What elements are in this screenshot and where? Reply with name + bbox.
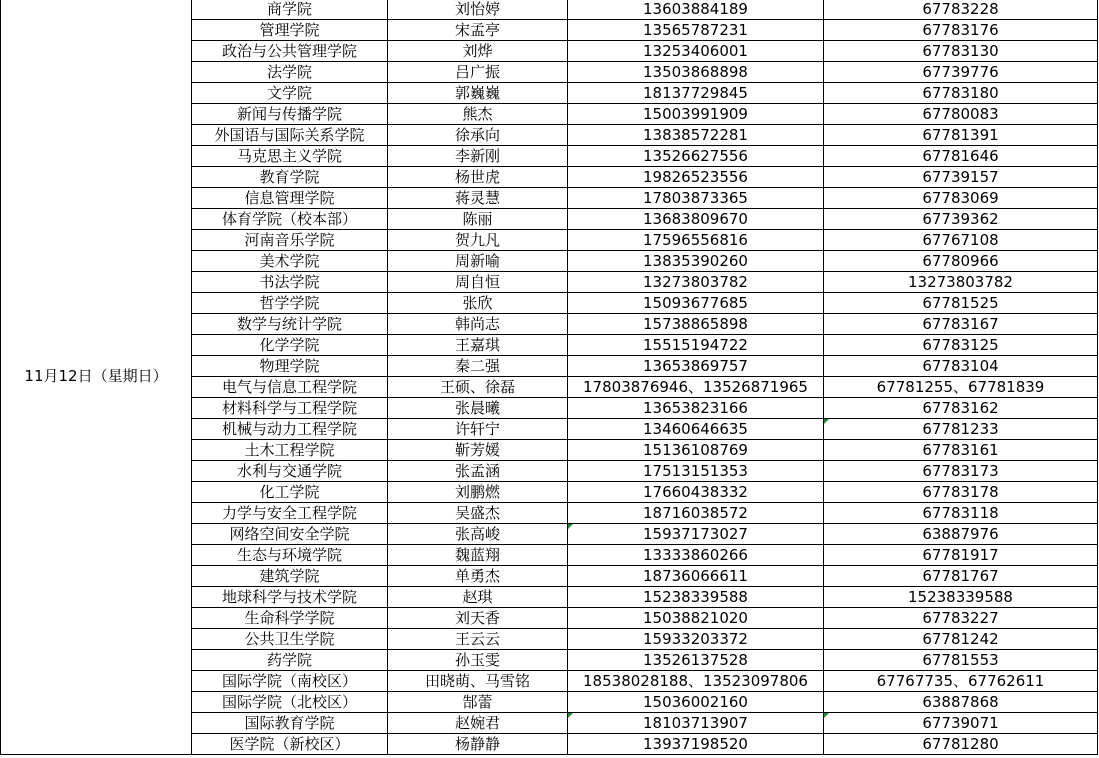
- phone-text: 67781255、67781839: [876, 377, 1045, 396]
- mobile-cell[interactable]: [568, 293, 824, 314]
- phone-text: 67781280: [922, 734, 999, 753]
- contact-text: 魏蓝翔: [454, 545, 500, 564]
- mobile-cell[interactable]: [568, 83, 824, 104]
- mobile-cell[interactable]: [568, 398, 824, 419]
- college-cell[interactable]: [192, 419, 388, 440]
- mobile-cell[interactable]: [568, 629, 824, 650]
- contact-text: 徐承向: [454, 125, 500, 144]
- contact-cell[interactable]: [388, 398, 568, 419]
- mobile-text: 13835390260: [643, 251, 748, 270]
- contact-text: 张晨曦: [454, 398, 500, 417]
- contact-cell[interactable]: [388, 566, 568, 587]
- phone-text: 67767735、67762611: [876, 671, 1045, 690]
- contact-text: 秦二强: [454, 356, 500, 375]
- phone-cell[interactable]: [824, 461, 1098, 482]
- contact-text: 王硕、徐磊: [439, 377, 515, 396]
- mobile-text: 15136108769: [643, 440, 748, 459]
- contact-cell[interactable]: [388, 83, 568, 104]
- phone-cell[interactable]: [824, 608, 1098, 629]
- phone-text: 67780083: [922, 104, 999, 123]
- college-cell[interactable]: [192, 104, 388, 125]
- phone-text: 63887976: [922, 524, 999, 543]
- date-cell[interactable]: 11月12日（星期日）: [1, 0, 192, 755]
- phone-text: 67783162: [922, 398, 999, 417]
- college-cell[interactable]: [192, 671, 388, 692]
- mobile-text: 15238339588: [643, 587, 748, 606]
- college-text: 数学与统计学院: [236, 314, 342, 333]
- comment-indicator-icon[interactable]: [824, 713, 829, 718]
- phone-text: 67783176: [922, 20, 999, 39]
- college-cell[interactable]: [192, 566, 388, 587]
- contact-cell[interactable]: [388, 188, 568, 209]
- phone-text: 67781646: [922, 146, 999, 165]
- contact-text: 熊杰: [462, 104, 493, 123]
- contact-cell[interactable]: [388, 20, 568, 41]
- college-text: 地球科学与技术学院: [221, 587, 357, 606]
- phone-cell[interactable]: [824, 335, 1098, 356]
- contact-text: 郭巍巍: [454, 83, 500, 102]
- mobile-text: 13653823166: [643, 398, 748, 417]
- contact-cell[interactable]: [388, 293, 568, 314]
- mobile-cell[interactable]: [568, 524, 824, 545]
- college-text: 机械与动力工程学院: [221, 419, 357, 438]
- college-text: 电气与信息工程学院: [221, 377, 357, 396]
- contact-cell[interactable]: [388, 167, 568, 188]
- college-text: 生命科学学院: [244, 608, 335, 627]
- college-cell[interactable]: [192, 314, 388, 335]
- college-cell[interactable]: [192, 272, 388, 293]
- phone-cell[interactable]: [824, 146, 1098, 167]
- mobile-text: 17803876946、13526871965: [583, 377, 808, 396]
- mobile-text: 13526627556: [643, 146, 748, 165]
- mobile-text: 19826523556: [643, 167, 748, 186]
- mobile-text: 13460646635: [643, 419, 748, 438]
- college-text: 新闻与传播学院: [236, 104, 342, 123]
- contact-cell[interactable]: [388, 650, 568, 671]
- phone-cell[interactable]: [824, 566, 1098, 587]
- mobile-cell[interactable]: [568, 314, 824, 335]
- phone-cell[interactable]: [824, 62, 1098, 83]
- college-text: 建筑学院: [259, 566, 320, 585]
- college-text: 生态与环境学院: [236, 545, 342, 564]
- college-cell[interactable]: [192, 0, 388, 20]
- mobile-cell[interactable]: [568, 440, 824, 461]
- college-cell[interactable]: [192, 398, 388, 419]
- mobile-text: 15738865898: [643, 314, 748, 333]
- comment-indicator-icon[interactable]: [824, 419, 829, 424]
- comment-indicator-icon[interactable]: [568, 524, 573, 529]
- mobile-text: 13253406001: [643, 41, 748, 60]
- contact-text: 吴盛杰: [454, 503, 500, 522]
- college-cell[interactable]: [192, 62, 388, 83]
- mobile-cell[interactable]: [568, 20, 824, 41]
- mobile-text: 13603884189: [643, 0, 748, 18]
- phone-text: 67783173: [922, 461, 999, 480]
- phone-cell[interactable]: [824, 398, 1098, 419]
- contact-text: 张欣: [462, 293, 493, 312]
- mobile-cell[interactable]: [568, 545, 824, 566]
- college-text: 河南音乐学院: [244, 230, 335, 249]
- college-text: 公共卫生学院: [244, 629, 335, 648]
- phone-text: 67783104: [922, 356, 999, 375]
- contact-text: 宋孟亭: [454, 20, 500, 39]
- phone-cell[interactable]: [824, 209, 1098, 230]
- contact-cell[interactable]: [388, 230, 568, 251]
- contact-cell[interactable]: [388, 503, 568, 524]
- contact-text: 王嘉琪: [454, 335, 500, 354]
- contact-text: 陈丽: [462, 209, 493, 228]
- mobile-cell[interactable]: [568, 734, 824, 755]
- college-text: 美术学院: [259, 251, 320, 270]
- mobile-cell[interactable]: [568, 167, 824, 188]
- mobile-text: 15933203372: [643, 629, 748, 648]
- mobile-text: 15003991909: [643, 104, 748, 123]
- contact-text: 蒋灵慧: [454, 188, 500, 207]
- college-cell[interactable]: [192, 734, 388, 755]
- college-cell[interactable]: [192, 125, 388, 146]
- phone-cell[interactable]: [824, 41, 1098, 62]
- phone-cell[interactable]: [824, 188, 1098, 209]
- phone-text: 67781233: [922, 419, 999, 438]
- mobile-text: 18736066611: [643, 566, 748, 585]
- mobile-cell[interactable]: [568, 650, 824, 671]
- phone-text: 13273803782: [908, 272, 1013, 291]
- contact-cell[interactable]: [388, 608, 568, 629]
- college-text: 管理学院: [259, 20, 320, 39]
- phone-text: 67781553: [922, 650, 999, 669]
- contact-text: 杨静静: [454, 734, 500, 753]
- phone-text: 67739776: [922, 62, 999, 81]
- contact-cell[interactable]: [388, 377, 568, 398]
- mobile-cell[interactable]: [568, 146, 824, 167]
- college-cell[interactable]: [192, 83, 388, 104]
- contact-cell[interactable]: [388, 629, 568, 650]
- mobile-cell[interactable]: [568, 419, 824, 440]
- college-cell[interactable]: [192, 587, 388, 608]
- college-text: 医学院（新校区）: [229, 734, 350, 753]
- phone-cell[interactable]: [824, 587, 1098, 608]
- phone-cell[interactable]: [824, 293, 1098, 314]
- mobile-text: 13526137528: [643, 650, 748, 669]
- college-text: 体育学院（校本部）: [221, 209, 357, 228]
- table-body: [1, 0, 1098, 755]
- contact-text: 刘怡婷: [454, 0, 500, 18]
- contact-cell[interactable]: [388, 209, 568, 230]
- contact-cell[interactable]: [388, 461, 568, 482]
- college-cell[interactable]: [192, 545, 388, 566]
- contact-cell[interactable]: [388, 524, 568, 545]
- mobile-text: 18538028188、13523097806: [583, 671, 808, 690]
- comment-indicator-icon[interactable]: [568, 713, 573, 718]
- mobile-cell[interactable]: [568, 461, 824, 482]
- phone-text: 67739071: [922, 713, 999, 732]
- contact-text: 韩尚志: [454, 314, 500, 333]
- contact-text: 赵琪: [462, 587, 493, 606]
- college-text: 化工学院: [259, 482, 320, 501]
- phone-text: 67767108: [922, 230, 999, 249]
- college-text: 书法学院: [259, 272, 320, 291]
- contact-cell[interactable]: [388, 419, 568, 440]
- college-text: 药学院: [266, 650, 312, 669]
- mobile-text: 15038821020: [643, 608, 748, 627]
- phone-text: 67781917: [922, 545, 999, 564]
- mobile-text: 18103713907: [643, 713, 748, 732]
- contact-text: 李新刚: [454, 146, 500, 165]
- mobile-cell[interactable]: [568, 188, 824, 209]
- mobile-text: 17596556816: [643, 230, 748, 249]
- mobile-text: 17660438332: [643, 482, 748, 501]
- mobile-cell[interactable]: [568, 356, 824, 377]
- phone-cell[interactable]: [824, 440, 1098, 461]
- mobile-cell[interactable]: [568, 0, 824, 20]
- mobile-text: 13683809670: [643, 209, 748, 228]
- college-cell[interactable]: [192, 20, 388, 41]
- college-cell[interactable]: [192, 335, 388, 356]
- contact-cell[interactable]: [388, 272, 568, 293]
- contact-text: 单勇杰: [454, 566, 500, 585]
- mobile-text: 18137729845: [643, 83, 748, 102]
- college-text: 国际教育学院: [244, 713, 335, 732]
- phone-text: 67783228: [922, 0, 999, 18]
- college-cell[interactable]: [192, 713, 388, 734]
- contact-cell[interactable]: [388, 125, 568, 146]
- college-cell[interactable]: [192, 251, 388, 272]
- college-cell[interactable]: [192, 146, 388, 167]
- college-text: 商学院: [266, 0, 312, 18]
- contact-text: 刘天香: [454, 608, 500, 627]
- college-cell[interactable]: [192, 692, 388, 713]
- phone-cell[interactable]: [824, 482, 1098, 503]
- college-text: 物理学院: [259, 356, 320, 375]
- mobile-text: 13937198520: [643, 734, 748, 753]
- phone-text: 67783118: [922, 503, 999, 522]
- mobile-cell[interactable]: [568, 62, 824, 83]
- mobile-cell[interactable]: [568, 608, 824, 629]
- contact-cell[interactable]: [388, 545, 568, 566]
- mobile-cell[interactable]: [568, 692, 824, 713]
- contact-text: 刘鹏燃: [454, 482, 500, 501]
- college-text: 信息管理学院: [244, 188, 335, 207]
- mobile-text: 17513151353: [643, 461, 748, 480]
- phone-text: 67783125: [922, 335, 999, 354]
- mobile-cell[interactable]: [568, 671, 824, 692]
- contact-text: 赵婉君: [454, 713, 500, 732]
- college-text: 材料科学与工程学院: [221, 398, 357, 417]
- contact-cell[interactable]: [388, 0, 568, 20]
- phone-cell[interactable]: [824, 629, 1098, 650]
- mobile-text: 15937173027: [643, 524, 748, 543]
- phone-text: 67739157: [922, 167, 999, 186]
- mobile-cell[interactable]: [568, 251, 824, 272]
- phone-cell[interactable]: [824, 0, 1098, 20]
- contact-cell[interactable]: [388, 251, 568, 272]
- contact-cell[interactable]: [388, 41, 568, 62]
- college-text: 国际学院（南校区）: [221, 671, 357, 690]
- phone-text: 67780966: [922, 251, 999, 270]
- contact-cell[interactable]: [388, 62, 568, 83]
- college-cell[interactable]: [192, 167, 388, 188]
- phone-text: 67781767: [922, 566, 999, 585]
- phone-text: 67783130: [922, 41, 999, 60]
- contact-text: 许轩宁: [454, 419, 500, 438]
- mobile-cell[interactable]: [568, 482, 824, 503]
- phone-text: 15238339588: [908, 587, 1013, 606]
- phone-cell[interactable]: [824, 734, 1098, 755]
- phone-text: 67783227: [922, 608, 999, 627]
- contact-text: 张高峻: [454, 524, 500, 543]
- college-cell[interactable]: [192, 188, 388, 209]
- contact-text: 刘烨: [462, 41, 493, 60]
- phone-text: 67781525: [922, 293, 999, 312]
- college-cell[interactable]: [192, 356, 388, 377]
- college-text: 文学院: [266, 83, 312, 102]
- mobile-text: 13273803782: [643, 272, 748, 291]
- phone-cell[interactable]: [824, 356, 1098, 377]
- phone-cell[interactable]: [824, 20, 1098, 41]
- mobile-cell[interactable]: [568, 41, 824, 62]
- college-cell[interactable]: [192, 293, 388, 314]
- contact-text: 周自恒: [454, 272, 500, 291]
- mobile-cell[interactable]: [568, 272, 824, 293]
- contact-cell[interactable]: [388, 335, 568, 356]
- mobile-cell[interactable]: [568, 566, 824, 587]
- phone-cell[interactable]: [824, 419, 1098, 440]
- mobile-cell[interactable]: [568, 104, 824, 125]
- college-cell[interactable]: [192, 461, 388, 482]
- college-text: 网络空间安全学院: [229, 524, 350, 543]
- contact-text: 郜蕾: [462, 692, 493, 711]
- college-text: 法学院: [266, 62, 312, 81]
- college-text: 化学学院: [259, 335, 320, 354]
- phone-cell[interactable]: [824, 650, 1098, 671]
- college-cell[interactable]: [192, 230, 388, 251]
- phone-text: 67783161: [922, 440, 999, 459]
- college-cell[interactable]: [192, 608, 388, 629]
- contact-cell[interactable]: [388, 692, 568, 713]
- phone-text: 67781242: [922, 629, 999, 648]
- college-text: 水利与交通学院: [236, 461, 342, 480]
- phone-cell[interactable]: [824, 692, 1098, 713]
- mobile-text: 13653869757: [643, 356, 748, 375]
- contact-text: 杨世虎: [454, 167, 500, 186]
- phone-cell[interactable]: [824, 314, 1098, 335]
- phone-cell[interactable]: [824, 230, 1098, 251]
- phone-text: 67783180: [922, 83, 999, 102]
- mobile-text: 15036002160: [643, 692, 748, 711]
- college-text: 国际学院（北校区）: [221, 692, 357, 711]
- mobile-cell[interactable]: [568, 587, 824, 608]
- college-cell[interactable]: [192, 41, 388, 62]
- mobile-cell[interactable]: [568, 125, 824, 146]
- mobile-text: 15093677685: [643, 293, 748, 312]
- mobile-cell[interactable]: [568, 209, 824, 230]
- college-cell[interactable]: [192, 482, 388, 503]
- phone-text: 67739362: [922, 209, 999, 228]
- contact-cell[interactable]: [388, 314, 568, 335]
- phone-cell[interactable]: [824, 671, 1098, 692]
- contact-cell[interactable]: [388, 146, 568, 167]
- mobile-text: 13503868898: [643, 62, 748, 81]
- phone-cell[interactable]: [824, 524, 1098, 545]
- mobile-text: 13838572281: [643, 125, 748, 144]
- contact-cell[interactable]: [388, 713, 568, 734]
- phone-cell[interactable]: [824, 167, 1098, 188]
- contact-text: 王云云: [454, 629, 500, 648]
- college-text: 马克思主义学院: [236, 146, 342, 165]
- contact-text: 周新喻: [454, 251, 500, 270]
- contact-cell[interactable]: [388, 356, 568, 377]
- college-cell[interactable]: [192, 503, 388, 524]
- mobile-cell[interactable]: [568, 503, 824, 524]
- phone-cell[interactable]: [824, 251, 1098, 272]
- mobile-cell[interactable]: [568, 713, 824, 734]
- phone-cell[interactable]: [824, 125, 1098, 146]
- contact-text: 田晓萌、马雪铭: [424, 671, 530, 690]
- college-cell[interactable]: [192, 209, 388, 230]
- contact-text: 靳芳媛: [454, 440, 500, 459]
- table-row: [1, 0, 1098, 20]
- phone-cell[interactable]: [824, 83, 1098, 104]
- contact-text: 贺九凡: [454, 230, 500, 249]
- college-text: 哲学学院: [259, 293, 320, 312]
- college-text: 力学与安全工程学院: [221, 503, 357, 522]
- contact-text: 张孟涵: [454, 461, 500, 480]
- phone-cell[interactable]: [824, 545, 1098, 566]
- contact-text: 孙玉雯: [454, 650, 500, 669]
- phone-text: 67783069: [922, 188, 999, 207]
- college-text: 外国语与国际关系学院: [214, 125, 365, 144]
- mobile-cell[interactable]: [568, 335, 824, 356]
- college-text: 土木工程学院: [244, 440, 335, 459]
- phone-text: 67781391: [922, 125, 999, 144]
- contact-cell[interactable]: [388, 440, 568, 461]
- college-cell[interactable]: [192, 524, 388, 545]
- phone-cell[interactable]: [824, 713, 1098, 734]
- mobile-text: 15515194722: [643, 335, 748, 354]
- mobile-text: 13565787231: [643, 20, 748, 39]
- college-cell[interactable]: [192, 440, 388, 461]
- contact-cell[interactable]: [388, 104, 568, 125]
- college-cell[interactable]: [192, 377, 388, 398]
- phone-cell[interactable]: [824, 377, 1098, 398]
- phone-cell[interactable]: [824, 272, 1098, 293]
- mobile-text: 17803873365: [643, 188, 748, 207]
- college-cell[interactable]: [192, 650, 388, 671]
- college-text: 政治与公共管理学院: [221, 41, 357, 60]
- mobile-cell[interactable]: [568, 230, 824, 251]
- college-cell[interactable]: [192, 629, 388, 650]
- contact-cell[interactable]: [388, 671, 568, 692]
- mobile-cell[interactable]: [568, 377, 824, 398]
- mobile-text: 13333860266: [643, 545, 748, 564]
- contact-cell[interactable]: [388, 587, 568, 608]
- phone-text: 67783167: [922, 314, 999, 333]
- phone-cell[interactable]: [824, 104, 1098, 125]
- college-text: 教育学院: [259, 167, 320, 186]
- contact-text: 吕广振: [454, 62, 500, 81]
- contact-cell[interactable]: [388, 482, 568, 503]
- phone-text: 63887868: [922, 692, 999, 711]
- phone-cell[interactable]: [824, 503, 1098, 524]
- mobile-text: 18716038572: [643, 503, 748, 522]
- contact-cell[interactable]: [388, 734, 568, 755]
- phone-text: 67783178: [922, 482, 999, 501]
